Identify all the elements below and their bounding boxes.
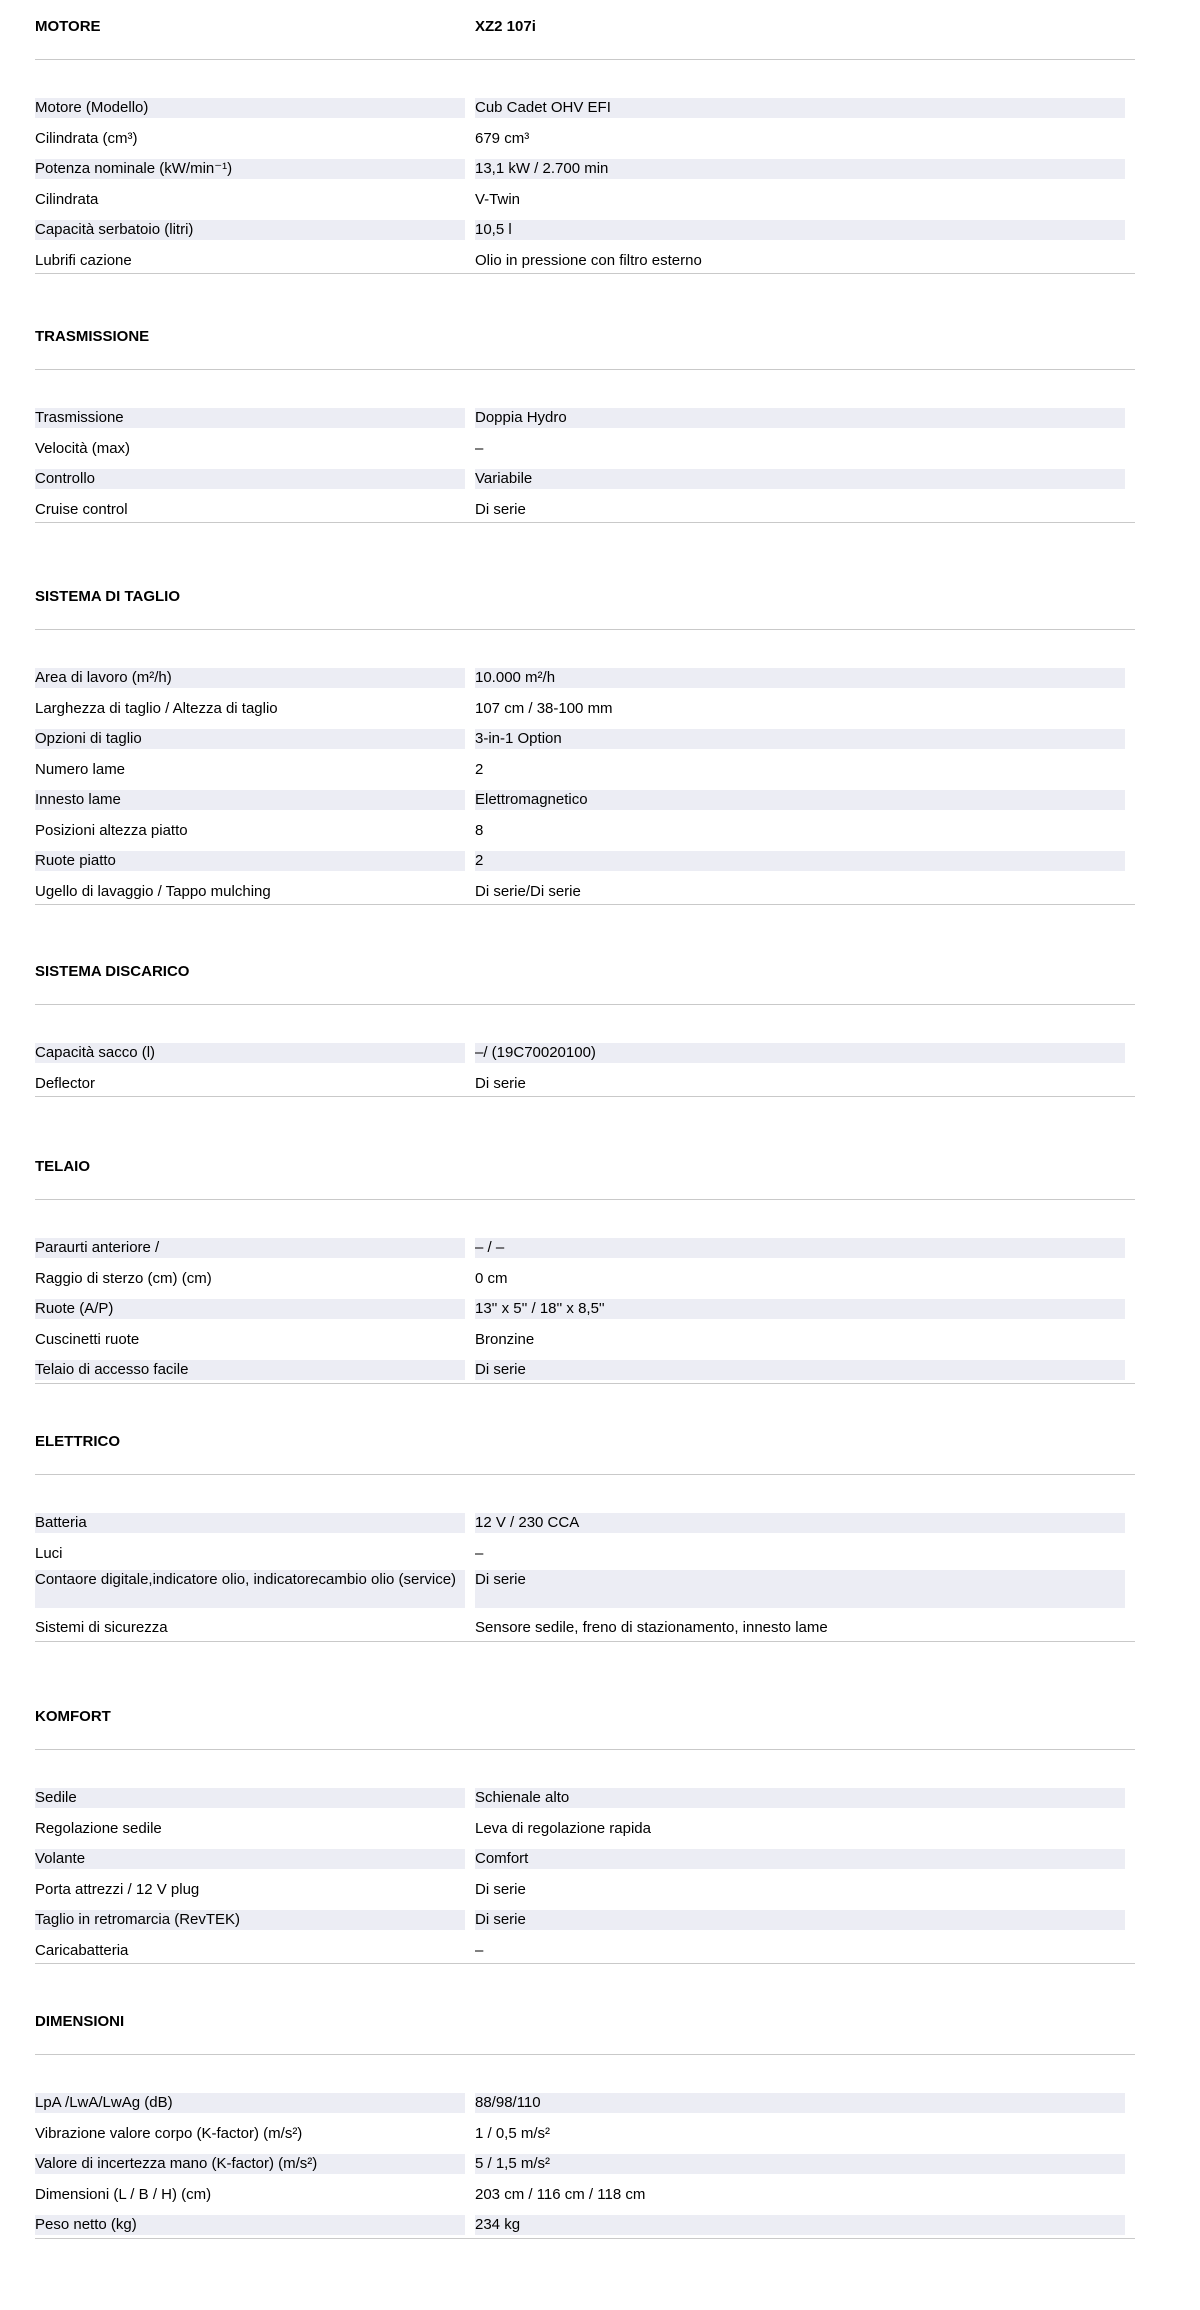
spec-label: Cuscinetti ruote: [35, 1330, 140, 1348]
spec-table: [35, 2085, 1135, 2239]
spec-row: [35, 782, 1135, 813]
spec-value: 8: [475, 821, 484, 839]
spec-value: 203 cm / 116 cm / 118 cm: [475, 2185, 646, 2203]
section-header: [35, 1690, 1135, 1750]
section-header: [35, 0, 1135, 60]
spec-row: [35, 492, 1135, 523]
section-header: [35, 310, 1135, 370]
spec-value: 679 cm³: [475, 129, 530, 147]
spec-label: Ruote piatto: [35, 851, 465, 871]
spec-label: Sedile: [35, 1788, 465, 1808]
spec-row: [35, 461, 1135, 492]
section-title: TRASMISSIONE: [35, 328, 150, 345]
spec-label: Raggio di sterzo (cm) (cm): [35, 1269, 212, 1287]
spec-value: 12 V / 230 CCA: [475, 1513, 1125, 1533]
spec-value: 1 / 0,5 m/s²: [475, 2124, 551, 2142]
section-header: [35, 1140, 1135, 1200]
spec-row: [35, 721, 1135, 752]
spec-row: [35, 212, 1135, 243]
spec-label: Velocità (max): [35, 439, 131, 457]
spec-label: Ruote (A/P): [35, 1299, 465, 1319]
spec-label: LpA /LwA/LwAg (dB): [35, 2093, 465, 2113]
spec-value: –: [475, 1941, 484, 1959]
spec-row: [35, 1505, 1135, 1536]
spec-row: [35, 2207, 1135, 2238]
section-header: [35, 570, 1135, 630]
spec-row: [35, 431, 1135, 462]
spec-table: [35, 90, 1135, 274]
spec-label: Paraurti anteriore /: [35, 1238, 465, 1258]
section-title: ELETTRICO: [35, 1433, 120, 1450]
spec-label: Potenza nominale (kW/min⁻¹): [35, 159, 465, 179]
spec-row: [35, 1902, 1135, 1933]
spec-row: [35, 843, 1135, 874]
spec-row: [35, 1872, 1135, 1903]
spec-label: Lubrifi cazione: [35, 251, 132, 269]
section-header: [35, 1995, 1135, 2055]
spec-table: [35, 660, 1135, 905]
spec-value: 0 cm: [475, 1269, 508, 1287]
spec-label: Caricabatteria: [35, 1941, 129, 1959]
spec-value: Di serie: [475, 1074, 526, 1092]
spec-value: Di serie: [475, 1570, 1125, 1608]
spec-label: Trasmissione: [35, 408, 465, 428]
spec-row: [35, 90, 1135, 121]
spec-value: Leva di regolazione rapida: [475, 1819, 651, 1837]
spec-value: Doppia Hydro: [475, 408, 1125, 428]
spec-value: 88/98/110: [475, 2093, 1125, 2113]
spec-row: [35, 1536, 1135, 1567]
spec-table: [35, 1035, 1135, 1097]
spec-row: [35, 1322, 1135, 1353]
spec-label: Cilindrata: [35, 190, 99, 208]
spec-row: [35, 2177, 1135, 2208]
spec-value: Di serie: [475, 1880, 526, 1898]
section-header: [35, 945, 1135, 1005]
spec-label: Motore (Modello): [35, 98, 465, 118]
section-title: TELAIO: [35, 1158, 90, 1175]
spec-label: Area di lavoro (m²/h): [35, 668, 465, 688]
spec-row: [35, 1066, 1135, 1097]
spec-row: [35, 1780, 1135, 1811]
spec-value: –: [475, 439, 484, 457]
spec-value: 10.000 m²/h: [475, 668, 1125, 688]
model-name: XZ2 107i: [475, 18, 536, 35]
spec-value: Comfort: [475, 1849, 1125, 1869]
section-title: MOTORE: [35, 18, 101, 35]
spec-value: 234 kg: [475, 2215, 1125, 2235]
spec-label: Cruise control: [35, 500, 128, 518]
spec-value: Di serie: [475, 1360, 1125, 1380]
spec-label: Contaore digitale,indicatore olio, indicatorecambio olio (service): [35, 1570, 465, 1608]
spec-label: Luci: [35, 1544, 63, 1562]
spec-label: Vibrazione valore corpo (K-factor) (m/s²): [35, 2124, 303, 2142]
spec-label: Cilindrata (cm³): [35, 129, 138, 147]
spec-value: Olio in pressione con filtro esterno: [475, 251, 702, 269]
spec-table: [35, 1780, 1135, 1964]
spec-label: Capacità sacco (l): [35, 1043, 465, 1063]
spec-row: [35, 752, 1135, 783]
spec-row: [35, 151, 1135, 182]
spec-label: Regolazione sedile: [35, 1819, 162, 1837]
spec-label: Batteria: [35, 1513, 465, 1533]
spec-value: 10,5 l: [475, 220, 1125, 240]
spec-row: [35, 1610, 1135, 1641]
spec-label: Opzioni di taglio: [35, 729, 465, 749]
spec-label: Controllo: [35, 469, 465, 489]
spec-label: Innesto lame: [35, 790, 465, 810]
spec-value: 3-in-1 Option: [475, 729, 1125, 749]
spec-value: Cub Cadet OHV EFI: [475, 98, 1125, 118]
spec-row: [35, 660, 1135, 691]
spec-value: 13,1 kW / 2.700 min: [475, 159, 1125, 179]
spec-value: 5 / 1,5 m/s²: [475, 2154, 1125, 2174]
spec-value: Variabile: [475, 469, 1125, 489]
spec-value: 13'' x 5'' / 18'' x 8,5'': [475, 1299, 1125, 1319]
spec-value: 2: [475, 851, 1125, 871]
spec-label: Peso netto (kg): [35, 2215, 465, 2235]
spec-value: –/ (19C70020100): [475, 1043, 1125, 1063]
spec-row: [35, 1291, 1135, 1322]
spec-value: – / –: [475, 1238, 1125, 1258]
section-title: SISTEMA DI TAGLIO: [35, 588, 180, 605]
spec-row: [35, 813, 1135, 844]
spec-label: Capacità serbatoio (litri): [35, 220, 465, 240]
spec-table: [35, 400, 1135, 523]
spec-row: [35, 1841, 1135, 1872]
spec-row: [35, 1261, 1135, 1292]
spec-value: Di serie: [475, 1910, 1125, 1930]
spec-value: 2: [475, 760, 484, 778]
spec-value: –: [475, 1544, 484, 1562]
spec-value: Schienale alto: [475, 1788, 1125, 1808]
spec-value: Di serie: [475, 500, 526, 518]
spec-label: Dimensioni (L / B / H) (cm): [35, 2185, 212, 2203]
spec-row: [35, 1566, 1135, 1610]
spec-label: Sistemi di sicurezza: [35, 1619, 168, 1636]
spec-row: [35, 691, 1135, 722]
section-title: SISTEMA DISCARICO: [35, 963, 190, 980]
spec-table: [35, 1230, 1135, 1384]
spec-row: [35, 1230, 1135, 1261]
spec-label: Numero lame: [35, 760, 126, 778]
spec-label: Porta attrezzi / 12 V plug: [35, 1880, 200, 1898]
spec-label: Posizioni altezza piatto: [35, 821, 188, 839]
spec-label: Volante: [35, 1849, 465, 1869]
spec-row: [35, 1035, 1135, 1066]
spec-label: Telaio di accesso facile: [35, 1360, 465, 1380]
spec-value: 107 cm / 38-100 mm: [475, 699, 613, 717]
spec-label: Taglio in retromarcia (RevTEK): [35, 1910, 465, 1930]
spec-value: Sensore sedile, freno di stazionamento, innesto lame: [475, 1619, 828, 1636]
spec-label: Larghezza di taglio / Altezza di taglio: [35, 699, 278, 717]
section-title: KOMFORT: [35, 1708, 111, 1725]
section-title: DIMENSIONI: [35, 2013, 125, 2030]
spec-row: [35, 1933, 1135, 1964]
spec-label: Deflector: [35, 1074, 96, 1092]
spec-row: [35, 874, 1135, 905]
section-header: [35, 1415, 1135, 1475]
spec-row: [35, 1811, 1135, 1842]
spec-table: [35, 1505, 1135, 1642]
spec-label: Ugello di lavaggio / Tappo mulching: [35, 882, 271, 900]
spec-row: [35, 400, 1135, 431]
spec-value: Elettromagnetico: [475, 790, 1125, 810]
spec-value: Bronzine: [475, 1330, 535, 1348]
spec-row: [35, 243, 1135, 274]
spec-row: [35, 121, 1135, 152]
spec-value: V-Twin: [475, 190, 521, 208]
spec-row: [35, 2146, 1135, 2177]
spec-row: [35, 2085, 1135, 2116]
spec-label: Valore di incertezza mano (K-factor) (m/s²): [35, 2154, 465, 2174]
spec-row: [35, 2116, 1135, 2147]
spec-row: [35, 182, 1135, 213]
spec-row: [35, 1352, 1135, 1383]
spec-value: Di serie/Di serie: [475, 882, 581, 900]
